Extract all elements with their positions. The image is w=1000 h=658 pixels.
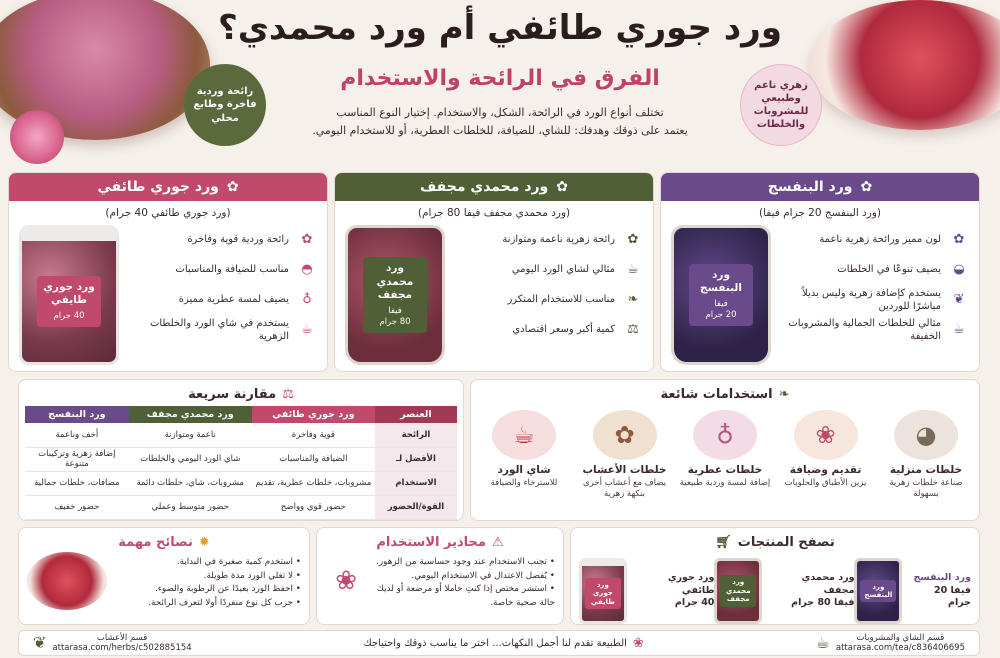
plant-icon: ❦ — [953, 292, 965, 308]
column-header: ورد محمدي مجفف — [129, 406, 252, 423]
feature-text: مناسب للاستخدام المتكرر — [507, 294, 615, 306]
perfume-bottle-icon: ♁ — [302, 292, 312, 308]
use-desc: يضاف مع أعشاب أخرى بنكهة زهرية — [583, 478, 666, 500]
feature-text: يضيف لمسة عطرية مميزة — [178, 294, 289, 306]
feature-item — [451, 315, 643, 345]
browse-item-name: ورد محمدي مجفف — [801, 571, 855, 596]
feature-list — [777, 225, 969, 365]
feature-item — [777, 225, 969, 255]
product-label-brand: فيفا — [388, 305, 402, 316]
use-item — [578, 410, 672, 501]
feature-item — [451, 285, 643, 315]
card-header — [335, 173, 653, 201]
list-item: • لا تغلي الورد مدة طويلة. — [115, 570, 301, 584]
product-label-name: ورد جوري طايفي — [43, 280, 95, 307]
table-cell: أخف وناعمة — [25, 423, 129, 447]
list-item: • جرب كل نوع منفردًا أولا لتعرف الرائحة. — [115, 597, 301, 611]
feature-item — [451, 225, 643, 255]
cup-icon: ☕ — [953, 322, 965, 338]
table-cell: حضور خفيف — [25, 495, 129, 519]
perfume-icon: ♁ — [693, 410, 757, 460]
card-violet — [660, 172, 980, 372]
table-cell: إضافة زهرية وتركيبات متنوعة — [25, 447, 129, 471]
list-item: • يُفضل الاعتدال في الاستخدام اليومي. — [363, 570, 555, 584]
use-item — [477, 410, 571, 501]
feature-item — [777, 255, 969, 285]
list-item: • تجنب الاستخدام عند وجود حساسية من الزهور. — [363, 556, 555, 570]
table-header-row — [25, 406, 457, 423]
flower-icon: ✿ — [860, 179, 873, 195]
browse-item-detail: فيفا 20 جرام — [933, 584, 971, 609]
table-cell: مشروبات، شاي، خلطات دائمة — [129, 471, 252, 495]
footer-message-text: الطبيعة تقدم لنا أجمل النكهات... اختر ما يناسب ذوقك واحتياجك — [363, 637, 627, 649]
thumb-label: ورد محمدي مجفف — [720, 575, 756, 606]
uses-list — [477, 410, 973, 501]
intro-line: تختلف أنواع الورد في الرائحة، الشكل، والاستخدام. إختيار النوع المناسب — [336, 106, 664, 119]
flower-icon: ✿ — [301, 232, 313, 248]
product-label — [689, 264, 753, 326]
flower-icon: ✿ — [556, 179, 568, 195]
herbs-section-link[interactable] — [33, 633, 192, 653]
browse-item-mohammadi[interactable] — [714, 558, 854, 624]
use-desc: للاسترخاء والضيافة — [490, 478, 558, 488]
card-title: ورد البنفسج — [767, 179, 853, 195]
card-header — [661, 173, 979, 201]
table-row — [25, 495, 457, 519]
footer-link-title: قسم الشاي والمشروبات — [856, 632, 945, 643]
herbs-icon: ❦ — [33, 633, 47, 653]
table-cell: مشروبات، خلطات عطرية، تقديم — [252, 471, 375, 495]
table-cell: قوية وفاخرة — [252, 423, 375, 447]
table-row — [25, 447, 457, 471]
card-subtitle: (ورد جوري طائفي 40 جرام) — [105, 207, 231, 219]
table-cell: حضور قوي وواضح — [252, 495, 375, 519]
browse-item-detail: 40 جرام — [674, 597, 715, 609]
browse-item-name: ورد البنفسج — [913, 571, 971, 583]
table-cell: حضور متوسط وعملي — [129, 495, 252, 519]
use-desc: صناعة خلطات زهرية بسهولة — [889, 478, 963, 500]
rose-icon: ❀ — [632, 635, 644, 651]
feature-text: مناسب للضيافة والمناسبات — [175, 264, 289, 276]
flower-icon: ✿ — [226, 179, 239, 195]
page-subtitle: الفرق في الرائحة والاستخدام — [340, 66, 660, 91]
product-label-name: ورد البنفسج — [700, 268, 742, 295]
feature-item — [125, 225, 317, 255]
product-label — [363, 257, 427, 333]
use-desc: يزين الأطباق والحلويات — [784, 478, 867, 488]
table-cell: مضافات، خلطات جمالية — [25, 471, 129, 495]
feature-text: مثالي لشاي الورد اليومي — [511, 264, 615, 276]
footer-link-url: attarasa.com/tea/c836406695 — [835, 643, 965, 653]
feature-item — [777, 315, 969, 345]
section-title: محاذير الاستخدام — [376, 534, 486, 550]
feature-text: رائحة وردية قوية وفاخرة — [187, 234, 289, 246]
feature-text: يستخدم في شاي الورد والخلطات الزهرية — [149, 317, 289, 342]
thumb-label: ورد البنفسج — [860, 580, 896, 603]
table-cell: شاي الورد اليومي والخلطات — [129, 447, 252, 471]
section-heading — [477, 384, 973, 404]
card-mohammadi — [334, 172, 654, 372]
herb-bowl-icon: ✿ — [593, 410, 657, 460]
feature-item — [777, 285, 969, 315]
common-uses-section — [470, 379, 980, 521]
product-label-weight: 40 جرام — [53, 311, 85, 322]
column-header: ورد جوري طائفي — [252, 406, 375, 423]
browse-list — [579, 558, 971, 624]
product-label-weight: 20 جرام — [705, 310, 737, 321]
feature-item — [125, 255, 317, 285]
feature-text: كمية أكبر وسعر اقتصادي — [512, 324, 615, 336]
cautions-section — [316, 527, 564, 625]
feature-text: يستخدم كإضافة زهرية وليس بديلاً مباشرًا للوردين — [801, 287, 941, 312]
use-desc: إضافة لمسة وردية طبيعية — [679, 478, 771, 488]
table-row — [25, 471, 457, 495]
use-title: تقديم وضيافة — [789, 464, 862, 476]
cake-icon: ❀ — [794, 410, 858, 460]
use-title: خلطات عطرية — [687, 464, 763, 476]
browse-item-violet[interactable] — [854, 558, 971, 624]
list-item: • استشر مختص إذا كنتِ حاملا أو مرضعة أو لديك حالة صحية خاصة. — [363, 583, 555, 610]
card-subtitle: (ورد محمدي مجفف فيفا 80 جرام) — [417, 207, 571, 219]
table-cell: الضيافة والمناسبات — [252, 447, 375, 471]
section-heading — [27, 532, 301, 552]
card-title: ورد جوري طائفي — [97, 179, 219, 195]
rose-image — [10, 110, 64, 164]
browse-products-section — [570, 527, 980, 625]
product-label-weight: 80 جرام — [379, 316, 411, 327]
cart-icon: 🛒︎ — [715, 534, 732, 550]
column-header: العنصر — [375, 406, 457, 423]
table-cell: الاستخدام — [375, 471, 457, 495]
taifi-jar-image — [19, 225, 119, 365]
card-header — [9, 173, 327, 201]
intro-line: يعتمد على ذوقك وهدفك: للشاي، للضيافة، للخلطات العطرية، أو للاستخدام اليومي. — [312, 123, 688, 137]
tea-cup-icon: ☕ — [815, 633, 830, 653]
table-cell: الرائحة — [375, 423, 457, 447]
footer-bar — [18, 630, 980, 656]
scale-icon: ⚖ — [282, 386, 294, 402]
mohammadi-bag-thumb — [714, 558, 762, 624]
card-title: ورد محمدي مجفف — [420, 179, 549, 195]
browse-item-detail: فيفا 80 جرام — [791, 597, 855, 609]
mortar-icon: ◕ — [894, 410, 958, 460]
footer-message — [363, 636, 643, 651]
browse-item-taifi[interactable] — [579, 558, 714, 624]
use-item — [779, 410, 873, 501]
leaf-icon: ❧ — [627, 292, 639, 308]
page-title: ورد جوري طائفي أم ورد محمدي؟ — [218, 8, 782, 48]
use-item — [678, 410, 772, 501]
tea-cup-icon: ☕ — [301, 322, 313, 338]
tea-section-link[interactable] — [816, 633, 965, 653]
thumb-label: ورد جوري طايفي — [585, 578, 621, 609]
section-heading — [325, 532, 555, 552]
feature-list — [451, 225, 643, 365]
tea-cup-icon: ☕ — [627, 262, 639, 278]
feature-text: لون مميز ورائحة زهرية ناعمة — [819, 234, 941, 246]
badge-soft-floral: زهري ناعم وطبيعي للمشروبات والخلطات — [740, 64, 822, 146]
leaf-icon: ❧ — [778, 386, 790, 402]
list-item: • استخدم كمية صغيرة في البداية. — [115, 556, 301, 570]
rose-tea-icon: ☕ — [492, 410, 556, 460]
bowl-icon: ◒ — [953, 262, 965, 278]
serving-dish-icon: ◓ — [301, 262, 313, 278]
section-title: نصائح مهمة — [118, 534, 193, 550]
quick-comparison-section — [18, 379, 464, 521]
feature-text: مثالي للخلطات الجمالية والمشروبات الخفيفة — [788, 317, 941, 342]
rose-icon: ❀ — [335, 566, 357, 597]
feature-text: رائحة زهرية ناعمة ومتوازنة — [502, 234, 615, 246]
feature-item — [451, 255, 643, 285]
rose-tea-cup-image — [810, 0, 1000, 130]
feature-list — [125, 225, 317, 365]
lightbulb-icon: ✹ — [198, 534, 210, 550]
use-title: شاي الورد — [497, 464, 551, 476]
use-title: خلطات الأعشاب — [582, 464, 667, 476]
flower-icon: ✿ — [953, 232, 965, 248]
section-heading — [25, 384, 457, 404]
table-row — [25, 423, 457, 447]
scale-icon: ⚖ — [627, 322, 639, 338]
mohammadi-bag-image — [345, 225, 445, 365]
section-heading — [579, 532, 971, 552]
tips-section — [18, 527, 310, 625]
product-label — [37, 276, 101, 327]
violet-bag-image — [671, 225, 771, 365]
use-title: خلطات منزلية — [889, 464, 963, 476]
warning-icon: ⚠ — [491, 534, 504, 550]
use-item — [879, 410, 973, 501]
footer-link-url: attarasa.com/herbs/c502885154 — [52, 643, 192, 653]
violet-bag-thumb — [854, 558, 902, 624]
rose-tea-image — [27, 552, 107, 610]
product-label-name: ورد محمدي مجفف — [376, 261, 414, 302]
section-title: استخدامات شائعة — [660, 386, 773, 402]
flower-icon: ✿ — [627, 232, 639, 248]
feature-item — [125, 315, 317, 345]
table-cell: الأفضل لـ — [375, 447, 457, 471]
card-taifi — [8, 172, 328, 372]
section-title: مقارنة سريعة — [188, 386, 277, 402]
table-cell: القوة/الحضور — [375, 495, 457, 519]
product-label-brand: فيفا — [714, 299, 728, 310]
intro-text — [255, 104, 745, 139]
footer-link-title: قسم الأعشاب — [96, 632, 148, 643]
browse-item-name: ورد جوري طائفي — [667, 571, 715, 596]
cautions-list — [363, 556, 555, 611]
column-header: ورد البنفسج — [25, 406, 129, 423]
feature-item — [125, 285, 317, 315]
list-item: • احفظ الورد بعيدًا عن الرطوبة والضوء. — [115, 583, 301, 597]
table-cell: ناعمة ومتوازنة — [129, 423, 252, 447]
card-subtitle: (ورد البنفسج 20 جرام فيفا) — [758, 207, 882, 219]
feature-text: يضيف تنوعًا في الخلطات — [837, 264, 941, 276]
section-title: تصفح المنتجات — [737, 534, 835, 550]
taifi-jar-thumb — [579, 558, 627, 624]
tips-list — [115, 556, 301, 611]
badge-luxury-scent: رائحة وردية فاخرة وطابع محلي — [184, 64, 266, 146]
comparison-table — [25, 406, 457, 520]
